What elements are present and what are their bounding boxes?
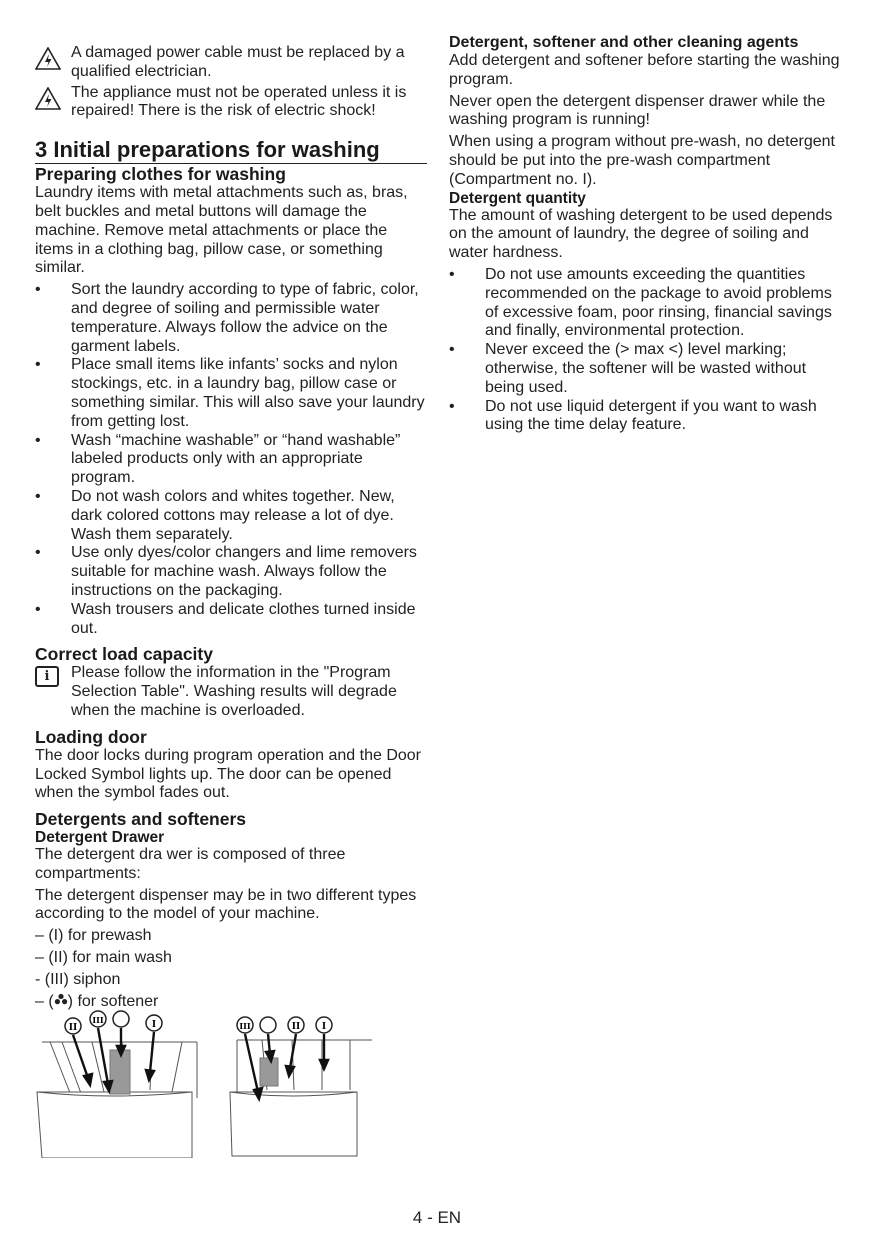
detergent-drawer-figure bbox=[32, 1008, 382, 1158]
paragraph: Add detergent and softener before starting the washing program. bbox=[449, 52, 840, 88]
list-item: • Sort the laundry according to type of fabric, color, and degree of soiling and permissible water temperature. Always follow the advice on the garment labels. bbox=[35, 281, 427, 356]
compartment-label bbox=[90, 1011, 106, 1027]
paragraph: Never open the detergent dispenser drawer while the washing program is running! bbox=[449, 92, 826, 129]
list-item: • Place small items like infants’ socks and nylon stockings, etc. in a laundry bag, pillow case or something similar. This will also save your laundry from getting lost. bbox=[35, 356, 427, 431]
list-item: • Never exceed the (> max <) level marking; otherwise, the softener will be wasted without being used. bbox=[449, 341, 841, 397]
list-item: • Wash trousers and delicate clothes turned inside out. bbox=[35, 601, 427, 639]
chapter-title: 3 Initial preparations for washing bbox=[35, 137, 427, 164]
info-icon: i bbox=[35, 666, 59, 687]
paragraph: The detergent dra wer is composed of three compartments: bbox=[35, 846, 346, 882]
compartment-label bbox=[288, 1017, 304, 1033]
list-item: • Do not wash colors and whites together. New, dark colored cottons may release a lot of dye. Wash them separately. bbox=[35, 488, 427, 544]
warning-shock bbox=[35, 84, 427, 122]
softener-flower-icon bbox=[54, 993, 68, 1007]
drawer-left-labels bbox=[65, 1011, 162, 1034]
softener-suffix: ) for softener bbox=[67, 992, 159, 1010]
page-number: 4 - EN bbox=[412, 1208, 462, 1227]
section-heading: Detergents and softeners bbox=[35, 809, 247, 830]
drawer-right-labels bbox=[237, 1017, 332, 1033]
softener-flower-icon bbox=[113, 1011, 129, 1027]
right-column bbox=[449, 34, 841, 435]
section-heading: Loading door bbox=[35, 726, 147, 747]
paragraph: When using a program without pre-wash, no detergent should be put into the pre-wash compartment (Compartment no. I). bbox=[449, 133, 835, 188]
warning-cable bbox=[35, 44, 427, 82]
warning-electric-icon bbox=[35, 47, 61, 70]
paragraph: The amount of washing detergent to be used depends on the amount of laundry, the degree of soiling and water hardness. bbox=[449, 206, 833, 262]
section-heading: Correct load capacity bbox=[35, 644, 213, 665]
warning-text: The appliance must not be operated unless it is repaired! There is the risk of electric shock! bbox=[71, 83, 407, 120]
compartment-label bbox=[65, 1018, 81, 1034]
info-note bbox=[35, 664, 427, 720]
softener-flower-icon bbox=[260, 1017, 276, 1033]
subsection-heading: Detergent quantity bbox=[449, 189, 586, 207]
drawer-left bbox=[37, 1042, 197, 1158]
warning-text: A damaged power cable must be replaced by a qualified electrician. bbox=[71, 44, 405, 80]
svg-text:II: II bbox=[291, 1022, 301, 1032]
list-item: • Wash “machine washable” or “hand washable” labeled products only with an appropriate program. bbox=[35, 432, 427, 488]
paragraph: The door locks during program operation and the Door Locked Symbol lights up. The door can be opened when the symbol fades out. bbox=[35, 746, 421, 802]
paragraph: Laundry items with metal attachments such as, bras, belt buckles and metal buttons will damage the machine. Remove metal attachments or place the items in a clothing bag, pillow case, or something similar. bbox=[35, 184, 408, 277]
svg-text:II: II bbox=[68, 1023, 78, 1033]
compartment-label bbox=[316, 1017, 332, 1033]
left-column bbox=[35, 44, 427, 1011]
compartment-label bbox=[237, 1017, 253, 1033]
compartment-item: - (III) siphon bbox=[35, 970, 121, 988]
svg-text:I: I bbox=[321, 1022, 327, 1032]
softener-prefix: – ( bbox=[35, 992, 54, 1010]
preparing-bullet-list bbox=[35, 281, 427, 638]
compartment-item: – (I) for prewash bbox=[35, 927, 152, 945]
list-item: • Use only dyes/color changers and lime removers suitable for machine wash. Always follow the instructions on the packaging. bbox=[35, 544, 427, 600]
paragraph: The detergent dispenser may be in two different types according to the model of your machine. bbox=[35, 886, 417, 923]
subsection-heading: Detergent Drawer bbox=[35, 829, 165, 847]
info-text: Please follow the information in the "Program Selection Table". Washing results will degrade when the machine is overloaded. bbox=[71, 664, 397, 719]
quantity-bullet-list bbox=[449, 266, 841, 435]
svg-text:III: III bbox=[239, 1021, 251, 1031]
drawer-right-arrows bbox=[245, 1034, 328, 1099]
list-item: • Do not use liquid detergent if you want to wash using the time delay feature. bbox=[449, 398, 841, 436]
section-heading: Detergent, softener and other cleaning agents bbox=[449, 34, 799, 51]
section-heading: Preparing clothes for washing bbox=[35, 164, 286, 185]
warning-electric-icon bbox=[35, 87, 61, 110]
compartment-item: – (II) for main wash bbox=[35, 949, 172, 967]
compartment-label bbox=[146, 1015, 162, 1031]
svg-text:III: III bbox=[92, 1015, 104, 1025]
list-item: • Do not use amounts exceeding the quantities recommended on the package to avoid problems of excessive foam, poor rinsing, financial savings and finally, environmental protection. bbox=[449, 266, 841, 341]
svg-text:I: I bbox=[151, 1020, 157, 1030]
